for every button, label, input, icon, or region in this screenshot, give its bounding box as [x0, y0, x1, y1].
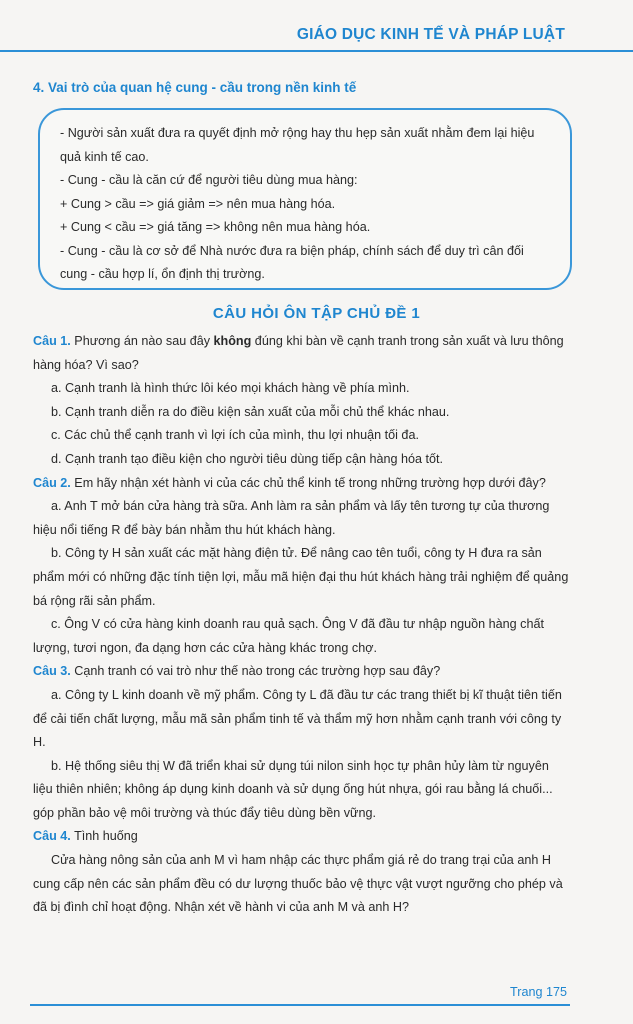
box-line: + Cung < cầu => giá tăng => không nên mua hàng hóa. [60, 220, 371, 234]
question-3 [33, 660, 569, 684]
page-header [0, 0, 633, 52]
option-a: a. Cạnh tranh là hình thức lôi kéo mọi khách hàng về phía mình. [51, 381, 410, 396]
summary-box [38, 108, 572, 290]
review-title: CÂU HỎI ÔN TẬP CHỦ ĐỀ 1 [212, 305, 421, 322]
option-c: c. Các chủ thể cạnh tranh vì lợi ích của mình, thu lợi nhuận tối đa. [51, 428, 419, 443]
situation-paragraph: Cửa hàng nông sản của anh M vì ham nhập các thực phẩm giá rẻ do trang trại của anh H cung cấp nên các sản phẩm đều có dư lượng thuốc bảo vệ thực vật vượt ngưỡng cho phép và đã bị đình chỉ hoạt động. Nhận xét về hành vi của anh M và anh H? [33, 853, 563, 915]
case-a: a. Công ty L kinh doanh về mỹ phẩm. Công ty L đã đầu tư các trang thiết bị kĩ thuật tiên tiến để cải tiến chất lượng, mẫu mã sản phẩm tinh tế và thẩm mỹ hơn nhằm cạnh tranh với công ty H. [33, 687, 562, 750]
question-label: Câu 4. [33, 829, 71, 844]
question-text: Phương án nào sau đây [70, 334, 214, 348]
question-text: đúng khi bàn về cạnh tranh trong sản xuất và lưu thông hàng hóa? Vì sao? [33, 334, 564, 372]
case-b: b. Hệ thống siêu thị W đã triển khai sử dụng túi nilon sinh học tự phân hủy làm từ nguyên liệu thiên nhiên; không áp dụng kinh doanh và sử dụng ống hút nhựa, gói rau bằng lá chuối... góp phần bảo vệ môi trường và thúc đẩy tiêu dùng bền vững. [33, 758, 553, 820]
footer-divider [30, 1004, 570, 1006]
question-label: Câu 3. [33, 664, 71, 679]
case-a: a. Anh T mở bán cửa hàng trà sữa. Anh làm ra sản phẩm và lấy tên tương tự của thương hiệu nổi tiếng R để bày bán nhằm thu hút khách hàng. [33, 499, 550, 537]
page-number: Trang 175 [510, 985, 567, 999]
box-line: + Cung > cầu => giá giảm => nên mua hàng hóa. [60, 196, 336, 211]
box-line: - Cung - cầu là căn cứ để người tiêu dùng mua hàng: [60, 173, 358, 187]
box-line: - Người sản xuất đưa ra quyết định mở rộng hay thu hẹp sản xuất nhằm đem lại hiệu quả kinh tế cao. [60, 126, 535, 164]
header-title: GIÁO DỤC KINH TẾ VÀ PHÁP LUẬT [296, 26, 565, 43]
question-4 [33, 825, 569, 849]
box-line: - Cung - cầu là cơ sở để Nhà nước đưa ra biện pháp, chính sách để duy trì cân đối cung - cầu hợp lí, ổn định thị trường. [60, 243, 524, 281]
question-text: Em hãy nhận xét hành vi của các chủ thể kinh tế trong những trường hợp dưới đây? [70, 475, 546, 490]
question-2 [33, 472, 569, 496]
question-text: Cạnh tranh có vai trò như thế nào trong các trường hợp sau đây? [70, 664, 441, 679]
option-b: b. Cạnh tranh diễn ra do điều kiện sản xuất của mỗi chủ thể khác nhau. [51, 404, 450, 419]
question-1 [33, 330, 569, 377]
case-c: c. Ông V có cửa hàng kinh doanh rau quả sạch. Ông V đã đầu tư nhập nguồn hàng chất lượng, tươi ngon, đa dạng hơn các cửa hàng khác trong chợ. [33, 617, 544, 655]
question-text: Tình huống [70, 829, 138, 844]
case-b: b. Công ty H sản xuất các mặt hàng điện tử. Để nâng cao tên tuổi, công ty H đưa ra sản phẩm mới có những đặc tính tiện lợi, mẫu mã hiện đại thu hút khách hàng trải nghiệm để quảng bá rộng rãi sản phẩm. [33, 546, 569, 608]
review-content [33, 330, 569, 920]
section-title: 4. Vai trò của quan hệ cung - cầu trong nền kinh tế [33, 80, 357, 95]
question-label: Câu 1. [33, 334, 71, 348]
question-bold-word: không [213, 334, 252, 348]
option-d: d. Cạnh tranh tạo điều kiện cho người tiêu dùng tiếp cận hàng hóa tốt. [51, 451, 443, 466]
question-label: Câu 2. [33, 475, 71, 490]
